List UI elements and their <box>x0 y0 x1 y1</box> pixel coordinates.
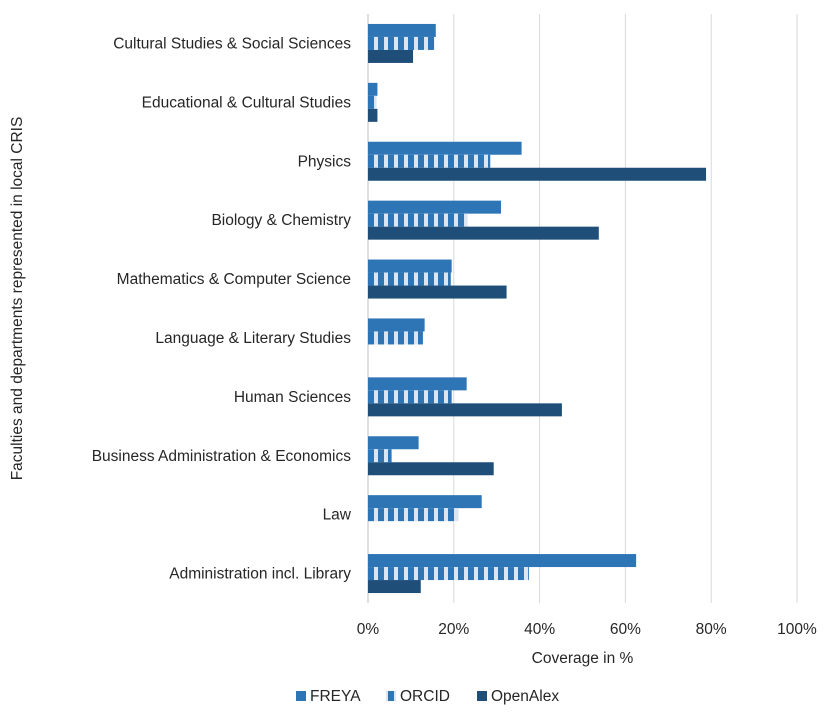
category-label: Mathematics & Computer Science <box>116 271 351 289</box>
bar-openalex <box>368 403 562 416</box>
x-tick-label: 20% <box>438 621 470 638</box>
legend-label-orcid: ORCID <box>400 688 450 705</box>
bar-freya <box>368 377 467 390</box>
legend-label-openalex: OpenAlex <box>491 688 560 705</box>
x-tick-label: 100% <box>777 621 817 638</box>
bars <box>368 24 706 593</box>
bar-orcid <box>368 37 434 50</box>
bar-orcid <box>368 449 392 462</box>
bar-freya <box>368 436 419 449</box>
category-label: Language & Literary Studies <box>155 329 351 347</box>
x-tick-label: 40% <box>524 621 556 638</box>
bar-orcid <box>368 508 458 521</box>
bar-orcid <box>368 96 377 109</box>
legend-swatch-orcid <box>386 691 396 701</box>
category-label: Business Administration & Economics <box>91 447 351 465</box>
category-label: Biology & Chemistry <box>211 212 351 230</box>
bar-freya <box>368 495 482 508</box>
bar-openalex <box>368 580 421 593</box>
bar-orcid <box>368 567 529 580</box>
legend-swatch-freya <box>296 691 306 701</box>
legend-swatch-openalex <box>477 691 487 701</box>
bar-freya <box>368 142 522 155</box>
bar-freya <box>368 260 452 273</box>
category-label: Cultural Studies & Social Sciences <box>113 35 351 53</box>
x-axis-title: Coverage in % <box>531 650 634 667</box>
bar-orcid <box>368 214 468 227</box>
y-axis-title: Faculties and departments represented in local CRIS <box>9 116 26 481</box>
category-labels <box>92 35 352 582</box>
bar-freya <box>368 24 436 37</box>
bar-orcid <box>368 155 490 168</box>
bar-openalex <box>368 109 377 122</box>
category-label: Law <box>322 506 351 524</box>
category-label: Educational & Cultural Studies <box>141 94 351 112</box>
bar-openalex <box>368 50 413 63</box>
legend <box>296 688 559 705</box>
bar-orcid <box>368 390 452 403</box>
bar-freya <box>368 318 425 331</box>
bar-freya <box>368 201 501 214</box>
bar-openalex <box>368 227 599 240</box>
x-tick-label: 80% <box>695 621 727 638</box>
bar-openalex <box>368 462 494 475</box>
category-label: Physics <box>297 153 351 171</box>
bar-freya <box>368 83 377 96</box>
category-label: Human Sciences <box>233 388 351 406</box>
category-label: Administration incl. Library <box>169 565 351 583</box>
bar-openalex <box>368 168 706 181</box>
bar-orcid <box>368 273 451 286</box>
x-tick-labels <box>357 621 817 638</box>
x-tick-label: 60% <box>609 621 641 638</box>
bar-orcid <box>368 331 423 344</box>
x-tick-label: 0% <box>356 621 380 638</box>
legend-label-freya: FREYA <box>310 688 361 705</box>
bar-openalex <box>368 286 507 299</box>
bar-freya <box>368 554 636 567</box>
